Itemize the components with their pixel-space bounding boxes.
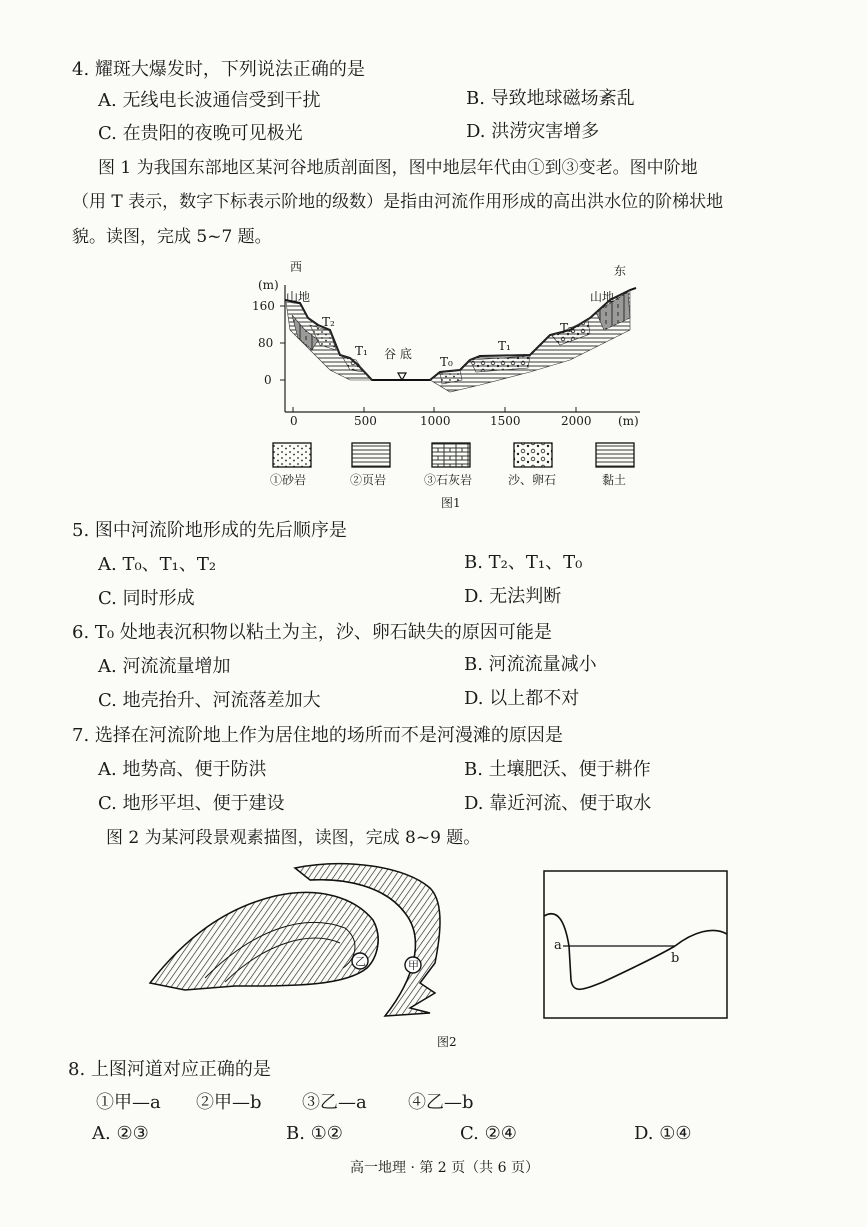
q6-option-a: A. 河流流量增加 — [98, 656, 231, 677]
q7-option-c: C. 地形平坦、便于建设 — [98, 793, 285, 814]
q8-item-2: ②甲—b — [196, 1092, 262, 1113]
q8-option-c: C. ②④ — [460, 1123, 517, 1144]
q8-item-1: ①甲—a — [96, 1092, 161, 1113]
q8-stem: 8. 上图河道对应正确的是 — [68, 1059, 271, 1080]
q5-stem: 5. 图中河流阶地形成的先后顺序是 — [72, 520, 347, 541]
fig1-terrace-t2-west: T₂ — [322, 315, 335, 329]
fig1-west-label: 西 — [290, 260, 303, 274]
q6-option-d: D. 以上都不对 — [464, 688, 580, 709]
fig1-x-unit: (m) — [618, 414, 639, 428]
fig1-terrace-t1-west: T₁ — [355, 344, 368, 358]
page-footer: 高一地理 · 第 2 页（共 6 页） — [350, 1160, 539, 1176]
q6-stem: 6. T₀ 处地表沉积物以粘土为主，沙、卵石缺失的原因可能是 — [72, 622, 552, 643]
fig2-label-a: a — [554, 938, 562, 953]
fig1-mountain-west: 山地 — [286, 290, 311, 304]
fig1-terrace-t1-east: T₁ — [498, 339, 511, 353]
q8-item-3: ③乙—a — [302, 1092, 367, 1113]
fig1-x-tick-500: 500 — [354, 414, 377, 428]
q4-stem: 4. 耀斑大爆发时，下列说法正确的是 — [72, 59, 365, 80]
fig1-terrace-t0: T₀ — [440, 355, 453, 369]
figure2-channel-cross-section — [543, 870, 728, 1020]
q8-option-a: A. ②③ — [92, 1123, 149, 1144]
fig1-y-tick-0: 0 — [264, 373, 272, 387]
fig2-label-b: b — [671, 951, 680, 966]
fig1-y-tick-80: 80 — [258, 336, 274, 350]
q8-option-b: B. ①② — [286, 1123, 343, 1144]
intro-fig1-line3: 貌。读图，完成 5~7 题。 — [72, 227, 272, 247]
fig1-legend-gravel: 沙、卵石 — [508, 473, 557, 487]
q7-stem: 7. 选择在河流阶地上作为居住地的场所而不是河漫滩的原因是 — [72, 725, 563, 746]
figure1-geologic-section — [0, 0, 867, 520]
fig1-x-tick-2000: 2000 — [561, 414, 592, 428]
fig1-legend-shale: ②页岩 — [350, 473, 387, 487]
fig1-legend-sandstone: ①砂岩 — [270, 473, 307, 487]
figure2-meander-sketch — [145, 858, 465, 1018]
intro-fig1-line1: 图 1 为我国东部地区某河谷地质剖面图，图中地层年代由①到③变老。图中阶地 — [98, 158, 698, 178]
q7-option-b: B. 土壤肥沃、便于耕作 — [464, 759, 651, 780]
q4-option-d: D. 洪涝灾害增多 — [466, 121, 600, 142]
fig2-caption: 图2 — [437, 1035, 457, 1049]
fig1-east-label: 东 — [614, 264, 627, 278]
fig1-legend-clay: 黏土 — [602, 473, 627, 487]
fig1-x-tick-0: 0 — [290, 414, 298, 428]
q7-option-a: A. 地势高、便于防洪 — [98, 759, 267, 780]
q7-option-d: D. 靠近河流、便于取水 — [464, 793, 652, 814]
intro-fig2: 图 2 为某河段景观素描图，读图，完成 8~9 题。 — [106, 828, 481, 848]
fig1-legend-limestone: ③石灰岩 — [424, 473, 473, 487]
fig1-x-tick-1500: 1500 — [490, 414, 521, 428]
fig1-caption: 图1 — [441, 496, 461, 510]
fig2-label-yi: 乙 — [355, 955, 366, 968]
fig1-mountain-east: 山地 — [590, 290, 615, 304]
fig1-terrace-t2-east: T₂ — [560, 321, 573, 335]
q6-option-b: B. 河流流量减小 — [464, 654, 597, 675]
q6-option-c: C. 地壳抬升、河流落差加大 — [98, 690, 321, 711]
q4-option-c: C. 在贵阳的夜晚可见极光 — [98, 123, 303, 144]
fig1-y-tick-160: 160 — [252, 299, 275, 313]
q5-option-a: A. T₀、T₁、T₂ — [98, 554, 217, 575]
fig1-x-tick-1000: 1000 — [420, 414, 451, 428]
q4-option-a: A. 无线电长波通信受到干扰 — [98, 90, 321, 111]
fig1-valley-label: 谷 底 — [384, 347, 412, 361]
q5-option-b: B. T₂、T₁、T₀ — [464, 552, 583, 573]
intro-fig1-line2: （用 T 表示，数字下标表示阶地的级数）是指由河流作用形成的高出洪水位的阶梯状地 — [72, 192, 724, 212]
q5-option-d: D. 无法判断 — [464, 586, 562, 607]
q8-option-d: D. ①④ — [634, 1123, 692, 1144]
fig2-label-jia: 甲 — [408, 959, 419, 972]
fig1-y-unit: (m) — [258, 278, 279, 292]
q5-option-c: C. 同时形成 — [98, 588, 195, 609]
q4-option-b: B. 导致地球磁场紊乱 — [466, 88, 635, 109]
q8-item-4: ④乙—b — [408, 1092, 474, 1113]
